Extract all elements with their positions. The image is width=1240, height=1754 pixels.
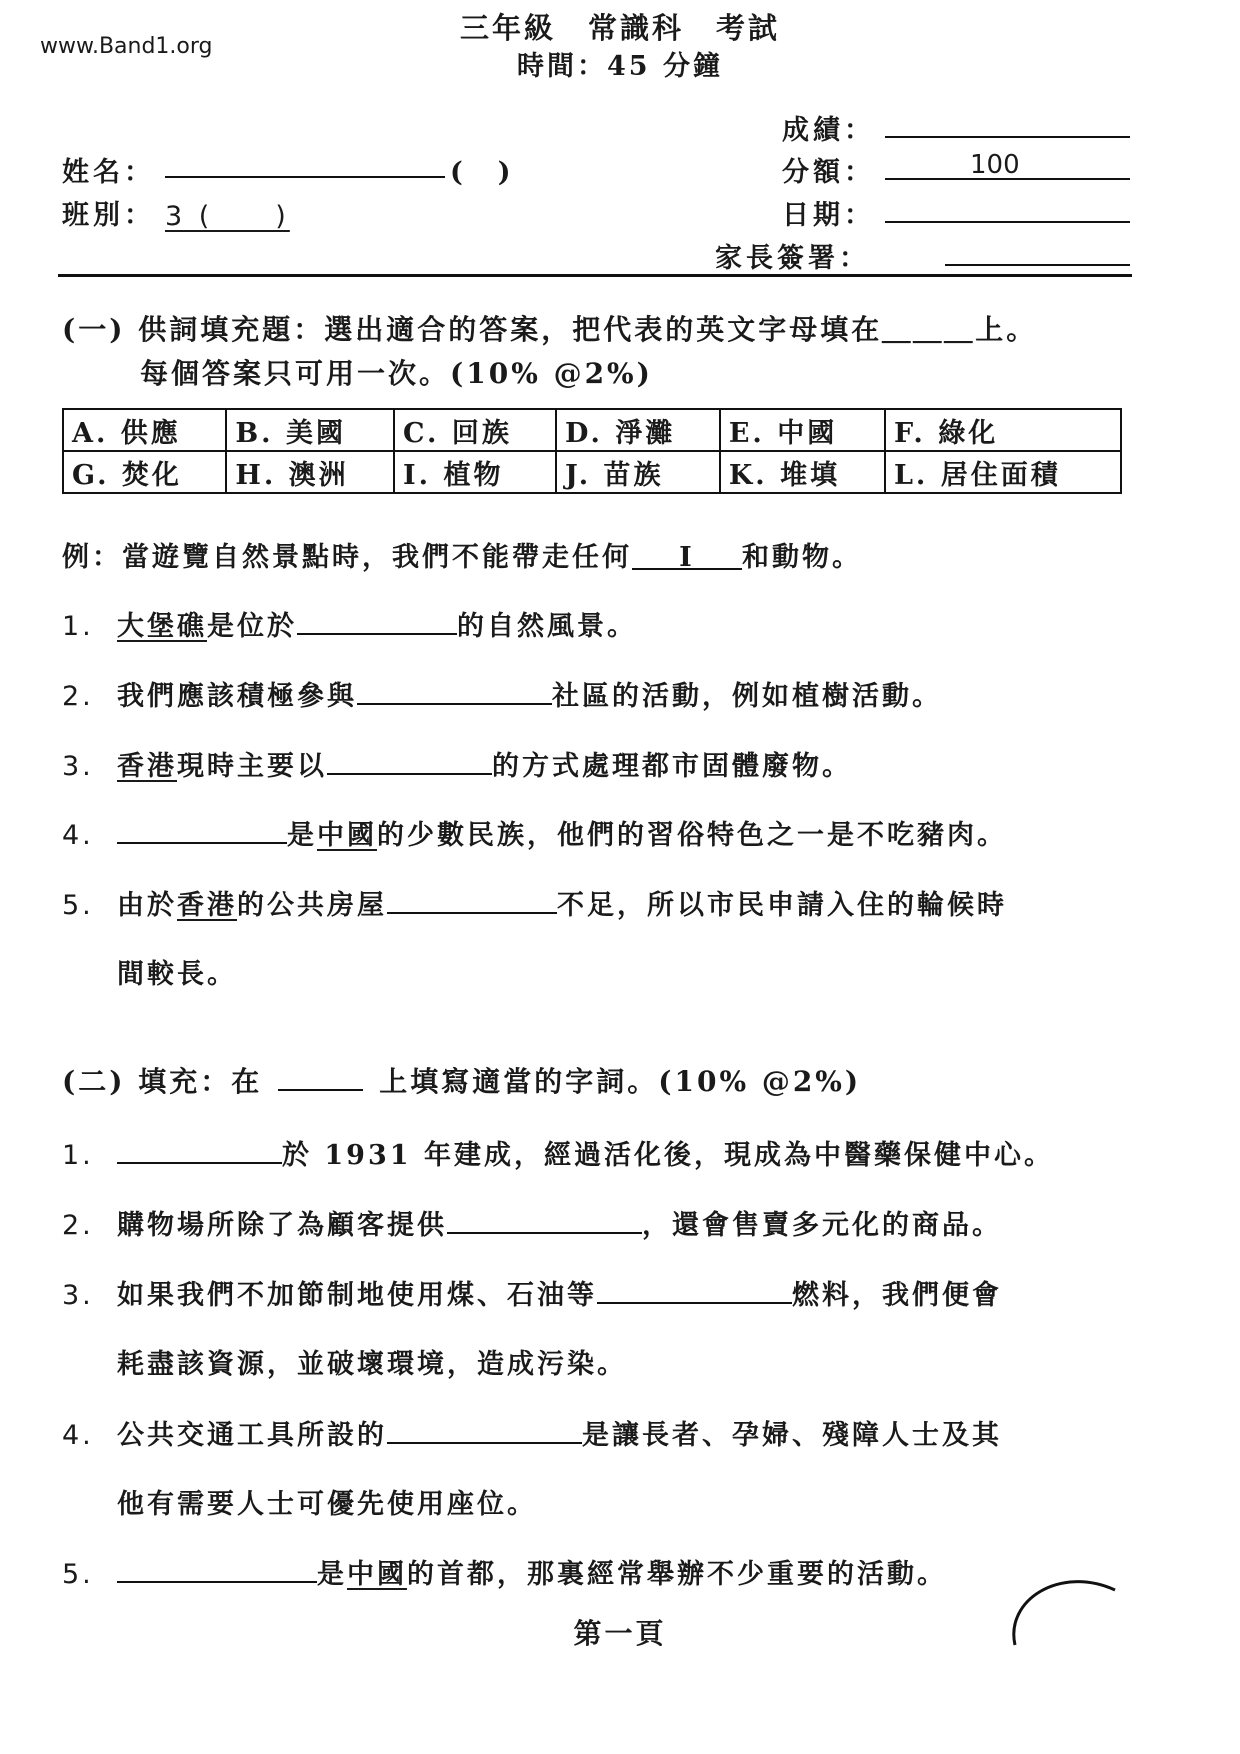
date-field[interactable]: [885, 221, 1130, 223]
question-text: 如果我們不加節制地使用煤、石油等: [117, 1280, 597, 1311]
question-text: 現時主要以: [177, 751, 327, 782]
class-field[interactable]: 3 ( ): [165, 201, 290, 232]
question-text: 由於: [117, 890, 177, 921]
s2-question-4-line2: 他有需要人士可優先使用座位。: [117, 1489, 537, 1520]
answer-blank[interactable]: [327, 747, 492, 775]
s2-question-3: [62, 1273, 1002, 1312]
question-number: 4.: [62, 820, 94, 851]
s1-question-5-line2: 間較長。: [117, 959, 237, 990]
watermark: www.Band1.org: [40, 34, 213, 59]
answer-blank[interactable]: [387, 886, 557, 914]
example-text-end: 和動物。: [742, 542, 862, 573]
example-text: 例：當遊覽自然景點時，我們不能帶走任何: [62, 542, 632, 573]
option-cell: D. 淨灘: [556, 409, 720, 451]
question-number: 4.: [62, 1420, 94, 1451]
option-cell: A. 供應: [63, 409, 226, 451]
s2-question-2: [62, 1203, 1002, 1242]
section1-heading-line1: (一) 供詞填充題：選出適合的答案，把代表的英文字母填在＿＿＿上。: [62, 313, 1038, 346]
question-text: 我們應該積極參與: [117, 681, 357, 712]
s1-question-3: [62, 744, 852, 783]
question-text: 的自然風景。: [457, 611, 637, 642]
answer-blank[interactable]: [357, 677, 552, 705]
option-cell: G. 焚化: [63, 451, 226, 493]
score-label: 成績：: [782, 115, 875, 146]
question-text: 購物場所除了為顧客提供: [117, 1210, 447, 1241]
parent-sign-label: 家長簽署：: [715, 243, 870, 274]
section2-heading-text-end: 上填寫適當的字詞。(10% @2%): [379, 1065, 862, 1098]
s2-question-5: [62, 1552, 947, 1591]
option-cell: C. 回族: [394, 409, 556, 451]
exam-time: 時間：45 分鐘: [517, 51, 723, 82]
question-text: 的少數民族，他們的習俗特色之一是不吃豬肉。: [377, 820, 1007, 851]
place-name: 香港: [177, 890, 237, 921]
s1-question-4: [62, 813, 1007, 852]
question-text: 是: [317, 1559, 347, 1590]
place-name: 香港: [117, 751, 177, 782]
question-number: 2.: [62, 681, 94, 712]
answer-blank[interactable]: [297, 607, 457, 635]
answer-blank[interactable]: [387, 1416, 582, 1444]
options-table: [62, 408, 1122, 494]
example-answer-blank: [632, 542, 742, 573]
option-cell: H. 澳洲: [226, 451, 394, 493]
name-number-paren: ( ): [450, 157, 515, 188]
name-field[interactable]: [165, 176, 445, 178]
option-cell: E. 中國: [720, 409, 885, 451]
class-label: 班別：: [62, 200, 155, 231]
header-divider: [58, 274, 1132, 277]
example-answer: I: [679, 542, 695, 573]
s2-question-3-line2: 耗盡該資源，並破壞環境，造成污染。: [117, 1349, 627, 1380]
question-text: 的首都，那裏經常舉辦不少重要的活動。: [407, 1559, 947, 1590]
question-number: 3.: [62, 751, 94, 782]
options-row: [63, 451, 1121, 493]
section2-heading: [62, 1060, 861, 1100]
question-text: 燃料，我們便會: [792, 1280, 1002, 1311]
s2-question-4: [62, 1413, 1002, 1452]
page-label: 第一頁: [573, 1617, 667, 1650]
place-name: 中國: [317, 820, 377, 851]
s1-question-2: [62, 674, 942, 713]
s2-question-1: [62, 1133, 1054, 1172]
date-label: 日期：: [782, 200, 875, 231]
question-text: ，還會售賣多元化的商品。: [642, 1210, 1002, 1241]
answer-blank[interactable]: [117, 1555, 317, 1583]
section2-heading-text: (二) 填充：在: [62, 1065, 263, 1098]
score-field[interactable]: [885, 136, 1130, 138]
options-row: [63, 409, 1121, 451]
question-text: 是: [287, 820, 317, 851]
question-number: 5.: [62, 890, 94, 921]
question-text: 社區的活動，例如植樹活動。: [552, 681, 942, 712]
place-name: 中國: [347, 1559, 407, 1590]
question-text: 的方式處理都市固體廢物。: [492, 751, 852, 782]
option-cell: I. 植物: [394, 451, 556, 493]
option-cell: F. 綠化: [885, 409, 1121, 451]
answer-blank[interactable]: [117, 816, 287, 844]
question-text: 不足，所以市民申請入住的輪候時: [557, 890, 1007, 921]
question-number: 1.: [62, 1140, 94, 1171]
parent-sign-field[interactable]: [945, 264, 1130, 266]
question-number: 1.: [62, 611, 94, 642]
question-number: 3.: [62, 1280, 94, 1311]
heading-blank: [278, 1063, 363, 1091]
question-number: 2.: [62, 1210, 94, 1241]
question-text: 公共交通工具所設的: [117, 1420, 387, 1451]
name-label: 姓名：: [62, 157, 155, 188]
s1-question-5: [62, 883, 1007, 922]
question-number: 5.: [62, 1559, 94, 1590]
question-text: 是位於: [207, 611, 297, 642]
example-question: [62, 535, 862, 574]
section1-heading-line2: 每個答案只可用一次。(10% @2%): [140, 357, 653, 390]
place-name: 大堡礁: [117, 611, 207, 642]
answer-blank[interactable]: [597, 1276, 792, 1304]
option-cell: J. 苗族: [556, 451, 720, 493]
question-text: 於 1931 年建成，經過活化後，現成為中醫藥保健中心。: [282, 1140, 1054, 1171]
option-cell: L. 居住面積: [885, 451, 1121, 493]
full-marks-label: 分額：: [782, 157, 875, 188]
s1-question-1: [62, 604, 637, 643]
exam-title: 三年級 常識科 考試: [459, 11, 780, 45]
answer-blank[interactable]: [117, 1136, 282, 1164]
question-text: 的公共房屋: [237, 890, 387, 921]
full-marks-value: 100: [970, 150, 1020, 180]
option-cell: B. 美國: [226, 409, 394, 451]
question-text: 是讓長者、孕婦、殘障人士及其: [582, 1420, 1002, 1451]
answer-blank[interactable]: [447, 1206, 642, 1234]
option-cell: K. 堆填: [720, 451, 885, 493]
